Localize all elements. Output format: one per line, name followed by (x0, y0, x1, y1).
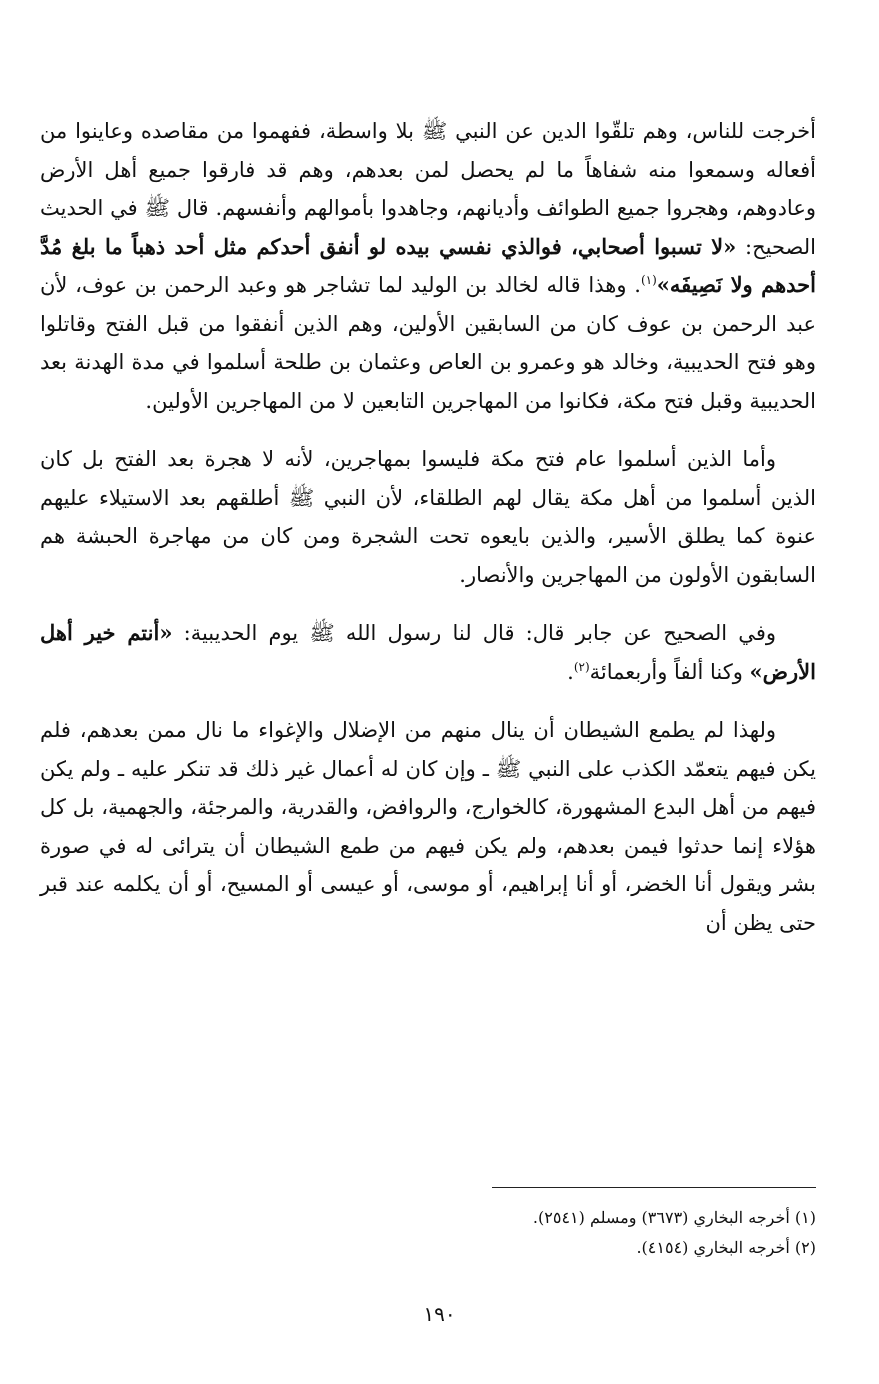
text-run: أخرجت للناس، وهم تلقّوا الدين عن النبي ﷺ بلا واسطة، ففهموا من مقاصده وعاينوا من أفعاله وسمعوا منه شفاهاً ما لم يحصل لمن بعدهم، وهم قد فارقوا جميع أهل الأرض وعادوهم، وهجروا جميع الطوائف وأديانهم، وجاهدوا بأموالهم وأنفسهم. قال ﷺ في الحديث الصحيح: (40, 119, 816, 259)
footnote-marker: (١) (640, 273, 657, 287)
hadith-quote: «لا تسبوا أصحابي، فوالذي نفسي بيده لو أنفق أحدكم مثل أحد ذهباً ما بلغ مُدَّ أحدهم ولا نَصِيفَه» (40, 233, 817, 297)
page-number: ١٩٠ (423, 1302, 456, 1326)
footnote-1: (١) أخرجه البخاري (٣٦٧٣) ومسلم (٢٥٤١). (532, 1208, 816, 1227)
text-run: وفي الصحيح عن جابر قال: قال لنا رسول الله ﷺ يوم الحديبية: (172, 621, 776, 645)
paragraph-1 (40, 112, 816, 420)
paragraph-3 (40, 614, 816, 691)
paragraph-2 (40, 440, 816, 594)
footnote-separator (492, 1187, 816, 1188)
hadith-quote: «أنتم خير أهل الأرض» (40, 620, 816, 684)
text-run: وأما الذين أسلموا عام فتح مكة فليسوا بمهاجرين، لأنه لا هجرة بعد الفتح بل كان الذين أسلموا من أهل مكة يقال لهم الطلقاء، لأن النبي ﷺ أطلقهم بعد الاستيلاء عليهم عنوة كما يطلق الأسير، والذين بايعوه تحت الشجرة ومن كان من مهاجرة الحبشة هم السابقون الأولون من المهاجرين والأنصار. (40, 447, 816, 587)
main-text (40, 112, 816, 942)
footnote-marker: (٢) (573, 659, 590, 674)
footnotes (300, 1203, 816, 1263)
text-run: وكنا ألفاً وأربعمائة (589, 659, 750, 684)
footnote-2: (٢) أخرجه البخاري (٤١٥٤). (636, 1238, 816, 1257)
text-run: ولهذا لم يطمع الشيطان أن ينال منهم من الإضلال والإغواء ما نال ممن بعدهم، فلم يكن فيهم يتعمّد الكذب على النبي ﷺ ـ وإن كان له أعمال غير ذلك قد تنكر عليه ـ ولم يكن فيهم من أهل البدع المشهورة، كالخوارج، والروافض، والقدرية، والمرجئة، والجهمية، بل كل هؤلاء إنما حدثوا فيمن بعدهم، ولم يكن فيهم من طمع الشيطان أن يترائى له في صورة بشر ويقول أنا الخضر، أو أنا إبراهيم، أو موسى، أو عيسى أو المسيح، أو أن يكلمه عند قبر حتى يظن أن (40, 718, 816, 935)
text-run: . وهذا قاله لخالد بن الوليد لما تشاجر هو وعبد الرحمن بن عوف، لأن عبد الرحمن بن عوف كان من السابقين الأولين، وهم الذين أنفقوا من قبل الفتح وقاتلوا وهو فتح الحديبية، وخالد هو وعمرو بن العاص وعثمان بن طلحة أسلموا في مدة الهدنة بعد الحديبية وقبل فتح مكة، فكانوا من المهاجرين التابعين لا من المهاجرين الأولين. (40, 273, 816, 413)
text-run: . (567, 659, 574, 684)
paragraph-4 (40, 711, 816, 942)
